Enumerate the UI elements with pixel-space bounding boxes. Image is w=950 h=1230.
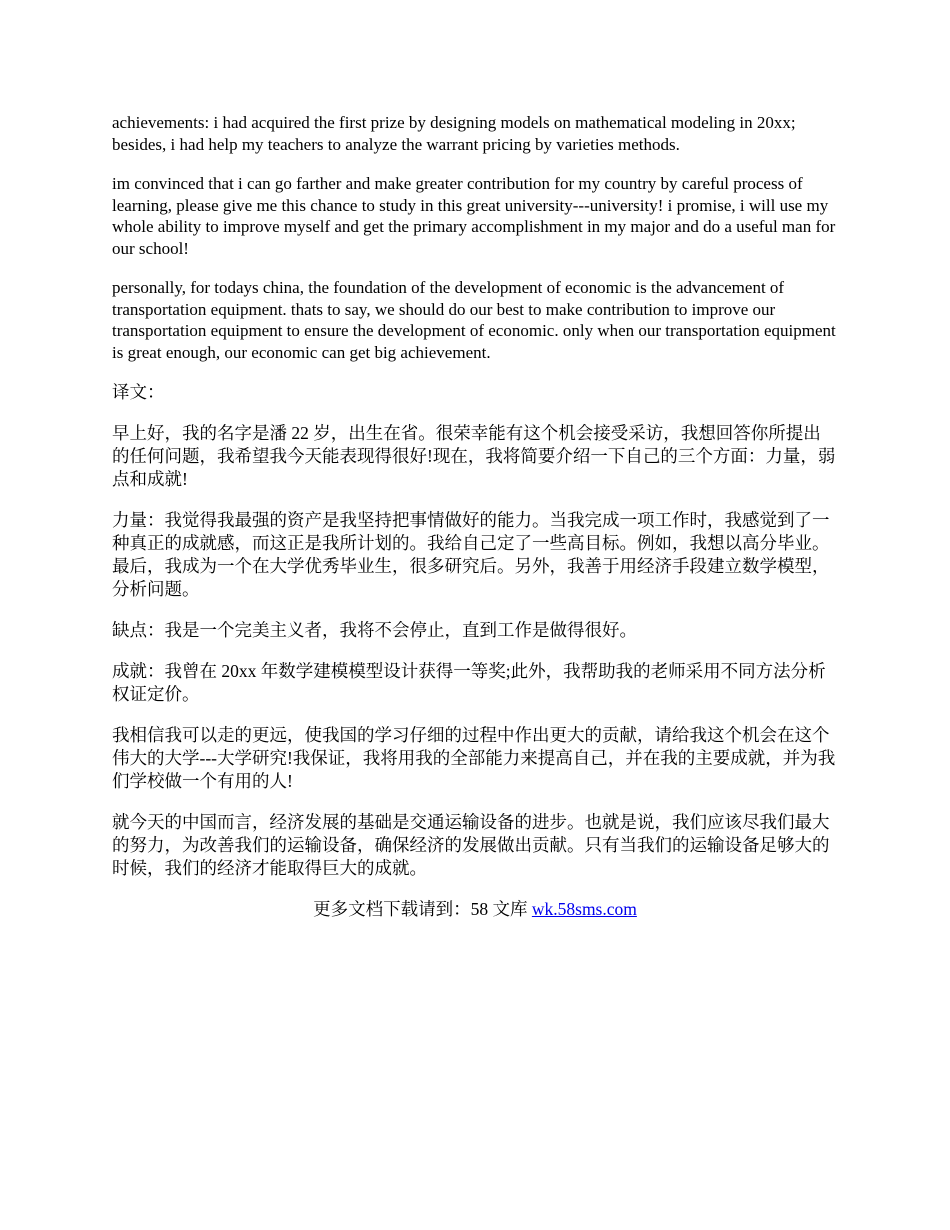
paragraph-conviction-en: im convinced that i can go farther and make greater contribution for my country by careful process of learning, please give me this chance to study in this great university---university! i promise, i will use my whole ability to improve myself and get the primary accomplishment in my major and do a useful man for our school! [112, 174, 836, 258]
paragraph-transportation-zh: 就今天的中国而言，经济发展的基础是交通运输设备的进步。也就是说，我们应该尽我们最大的努力，为改善我们的运输设备，确保经济的发展做出贡献。只有当我们的运输设备足够大的时候，我们的经济才能取得巨大的成就。 [112, 812, 830, 878]
paragraph-achievements-en: achievements: i had acquired the first prize by designing models on mathematical modeling in 20xx; besides, i had help my teachers to analyze the warrant pricing by varieties methods. [112, 113, 796, 154]
paragraph-strengths-zh: 力量：我觉得我最强的资产是我坚持把事情做好的能力。当我完成一项工作时，我感觉到了一种真正的成就感，而这正是我所计划的。我给自己定了一些高目标。例如，我想以高分毕业。最后，我成为一个在大学优秀毕业生，很多研究后。另外，我善于用经济手段建立数学模型，分析问题。 [112, 510, 830, 599]
footer-link[interactable]: wk.58sms.com [531, 899, 637, 919]
paragraph-weakness-zh: 缺点：我是一个完美主义者，我将不会停止，直到工作是做得很好。 [112, 620, 637, 640]
paragraph-conviction-zh: 我相信我可以走的更远，使我国的学习仔细的过程中作出更大的贡献，请给我这个机会在这个伟大的大学---大学研究!我保证，我将用我的全部能力来提高自己，并在我的主要成就，并为我们学校做一个有用的人! [112, 725, 836, 791]
paragraph-greeting-zh: 早上好，我的名字是潘 22 岁，出生在省。很荣幸能有这个机会接受采访，我想回答你所提出的任何问题，我希望我今天能表现得很好!现在，我将简要介绍一下自己的三个方面：力量，弱点和成就! [112, 423, 836, 489]
paragraph-achievements-zh: 成就：我曾在 20xx 年数学建模模型设计获得一等奖;此外，我帮助我的老师采用不同方法分析权证定价。 [112, 661, 826, 704]
footer-download-note [112, 898, 838, 921]
translation-heading: 译文： [112, 382, 165, 402]
document-page [112, 112, 838, 921]
paragraph-transportation-en: personally, for todays china, the foundation of the development of economic is the advancement of transportation equipment. thats to say, we should do our best to make contribution to improve our transportation equipment to ensure the development of economic. only when our transportation equipment is great enough, our economic can get big achievement. [112, 278, 836, 362]
footer-prefix: 更多文档下载请到：58 文库 [313, 899, 532, 919]
